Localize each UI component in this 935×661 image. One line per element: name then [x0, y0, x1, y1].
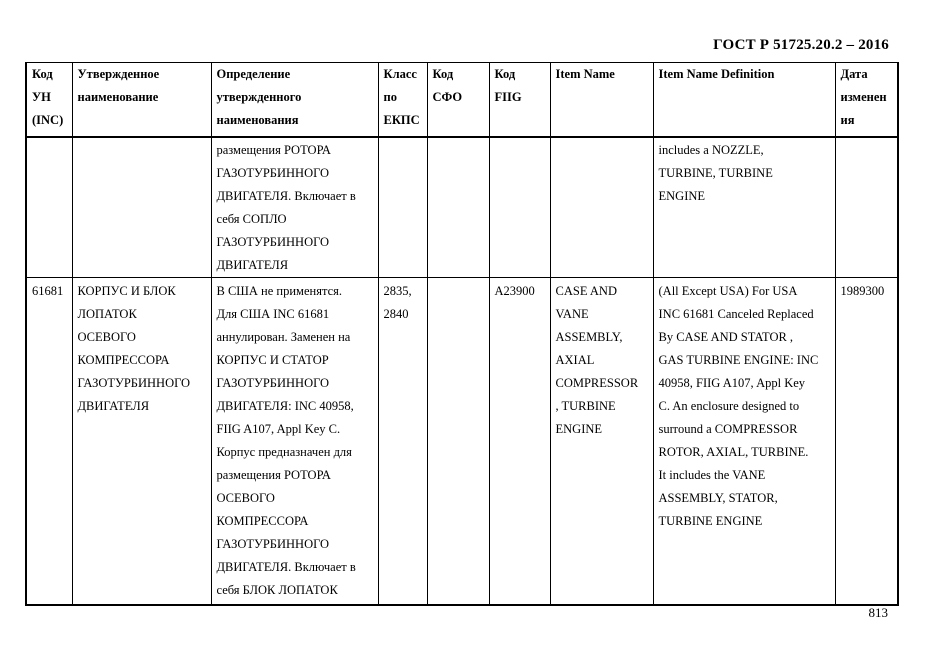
- cell-item-name: [550, 137, 653, 278]
- header-approved-name: Утвержденное наименование: [72, 63, 211, 138]
- cell-item-name-definition: (All Except USA) For USA INC 61681 Canceled Replaced By CASE AND STATOR , GAS TURBINE ENGINE: INC 40958, FIIG A107, Appl Key C. An enclosure designed to surround a COMPRESSOR ROTOR, AXIAL, TURBINE. It includes the VANE ASSEMBLY, STATOR, TURBINE ENGINE: [653, 278, 835, 606]
- cell-definition: размещения РОТОРА ГАЗОТУРБИННОГО ДВИГАТЕЛЯ. Включает в себя СОПЛО ГАЗОТУРБИННОГО ДВИГАТЕЛЯ: [211, 137, 378, 278]
- document-code: ГОСТ Р 51725.20.2 – 2016: [713, 37, 889, 53]
- cell-fiig: [489, 137, 550, 278]
- cell-class: 2835, 2840: [378, 278, 427, 606]
- header-fiig: Код FIIG: [489, 63, 550, 138]
- cell-class: [378, 137, 427, 278]
- cell-approved-name: КОРПУС И БЛОК ЛОПАТОК ОСЕВОГО КОМПРЕССОРА ГАЗОТУРБИННОГО ДВИГАТЕЛЯ: [72, 278, 211, 606]
- cell-sfo: [427, 278, 489, 606]
- table-row: [26, 278, 898, 606]
- cell-fiig: A23900: [489, 278, 550, 606]
- page-number: 813: [868, 605, 888, 620]
- header-item-name: Item Name: [550, 63, 653, 138]
- table-row: [26, 137, 898, 278]
- header-inc: Код УН (INC): [26, 63, 72, 138]
- cell-date: 1989300: [835, 278, 898, 606]
- header-sfo: Код СФО: [427, 63, 489, 138]
- table-header-row: [26, 63, 898, 138]
- cell-approved-name: [72, 137, 211, 278]
- cell-definition: В США не применятся. Для США INC 61681 аннулирован. Заменен на КОРПУС И СТАТОР ГАЗОТУРБИННОГО ДВИГАТЕЛЯ: INC 40958, FIIG A107, Appl Key C. Корпус предназначен для размещения РОТОРА ОСЕВОГО КОМПРЕССОРА ГАЗОТУРБИННОГО ДВИГАТЕЛЯ. Включает в себя БЛОК ЛОПАТОК: [211, 278, 378, 606]
- header-date: Дата изменен ия: [835, 63, 898, 138]
- cell-sfo: [427, 137, 489, 278]
- header-item-name-definition: Item Name Definition: [653, 63, 835, 138]
- cell-item-name: CASE AND VANE ASSEMBLY, AXIAL COMPRESSOR , TURBINE ENGINE: [550, 278, 653, 606]
- cell-date: [835, 137, 898, 278]
- catalog-table: [25, 62, 899, 606]
- header-definition: Определение утвержденного наименования: [211, 63, 378, 138]
- cell-inc: [26, 137, 72, 278]
- cell-inc: 61681: [26, 278, 72, 606]
- cell-item-name-definition: includes a NOZZLE, TURBINE, TURBINE ENGINE: [653, 137, 835, 278]
- header-class: Класс по ЕКПС: [378, 63, 427, 138]
